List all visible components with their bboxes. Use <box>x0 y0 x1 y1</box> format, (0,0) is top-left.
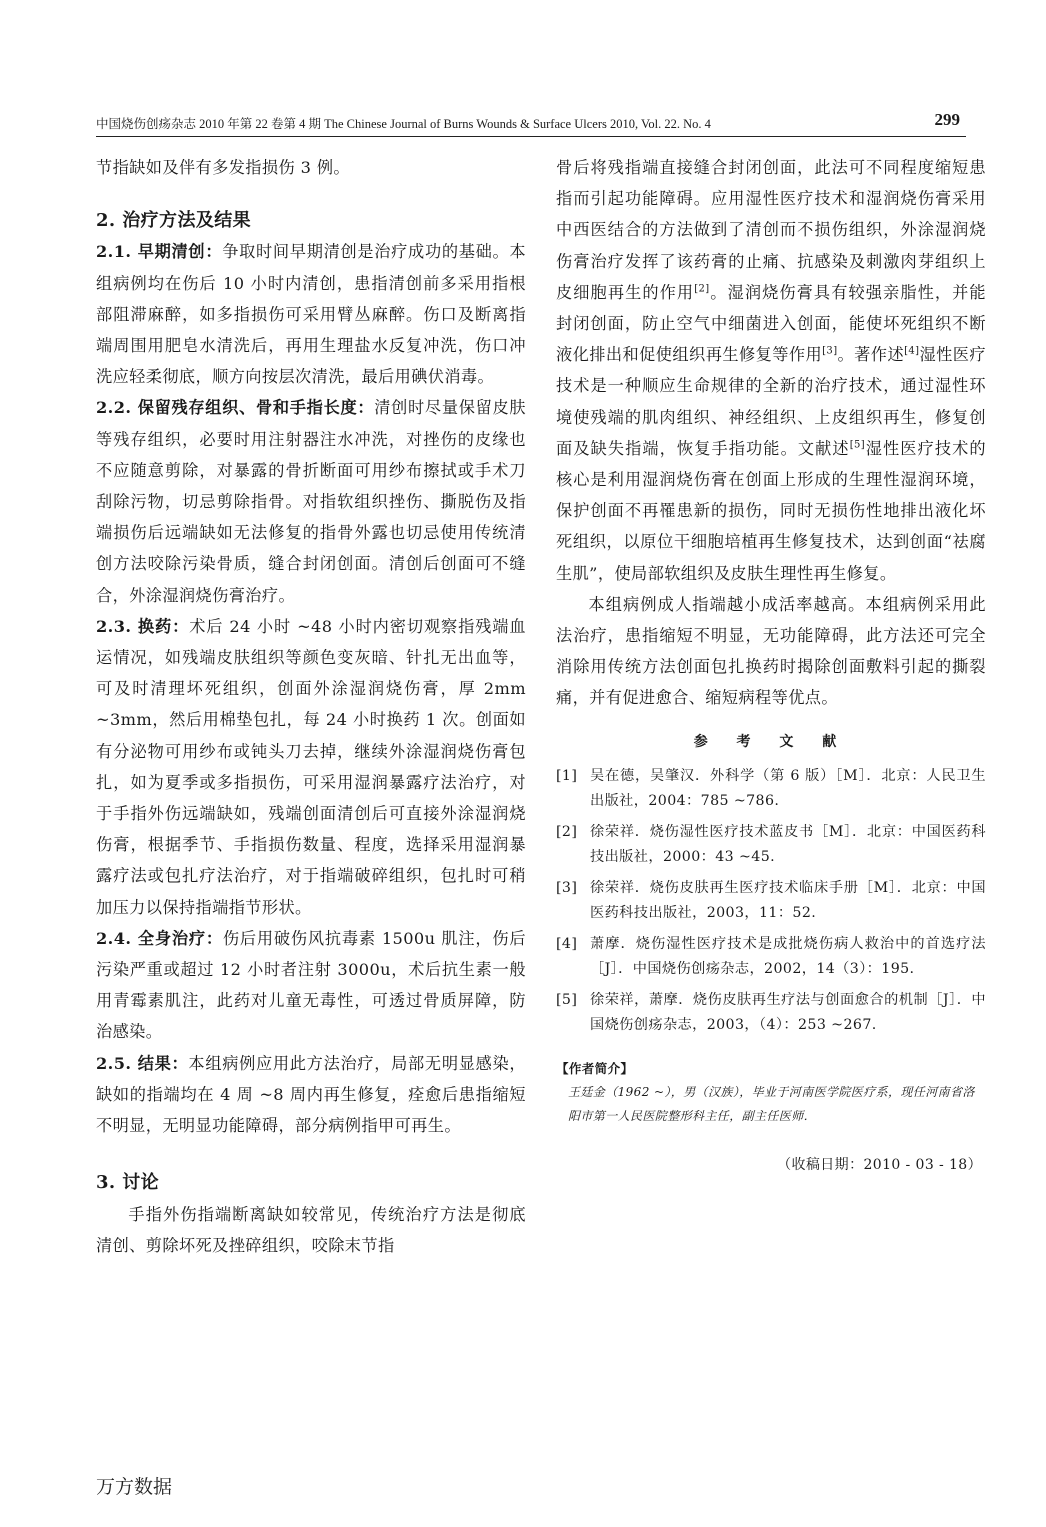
subsection-text: 争取时间早期清创是治疗成功的基础。本组病例均在伤后 10 小时内清创，患指清创前多采用指根部阻滞麻醉，如多指损伤可采用臂丛麻醉。伤口及断离指端周围用肥皂水清洗后，再用生理盐水反复冲洗，伤口冲洗应轻柔彻底，顺方向按层次清洗，最后用碘伏消毒。 <box>96 242 527 387</box>
received-date: （收稿日期：2010 - 03 - 18） <box>777 1156 982 1173</box>
left-column <box>96 152 526 1261</box>
subsection-title: 2.4. 全身治疗： <box>96 928 223 948</box>
section-heading-methods: 2. 治疗方法及结果 <box>96 210 252 232</box>
author-info-label: 【作者简介】 <box>556 1060 634 1076</box>
references-heading: 参 考 文 献 <box>693 733 849 750</box>
subsection-2-5 <box>96 1048 526 1142</box>
subsection-text: 伤后用破伤风抗毒素 1500u 肌注，伤后污染严重或超过 12 小时者注射 3000u，术后抗生素一般用青霉素肌注，此药对儿童无毒性，可透过骨质屏障，防治感染。 <box>96 928 527 1042</box>
reference-item: [2] 徐荣祥．烧伤湿性医疗技术蓝皮书［M］．北京：中国医药科技出版社，2000：43 ~45. <box>556 823 986 865</box>
reference-item: [4] 萧摩．烧伤湿性医疗技术是成批烧伤病人救治中的首选疗法［J］．中国烧伤创疡杂志，2002，14（3）：195. <box>556 935 986 977</box>
paragraph-continued: 节指缺如及伴有多发指损伤 3 例。 <box>96 158 351 177</box>
discussion-paragraph: 手指外伤指端断离缺如较常见，传统治疗方法是彻底清创、剪除坏死及挫碎组织，咬除末节指 <box>96 1204 526 1255</box>
citation-2: [2] <box>694 283 710 295</box>
reference-item: [1] 吴在德，吴肇汉．外科学（第 6 版）［M］．北京：人民卫生出版社，2004：785 ~786. <box>556 767 986 809</box>
author-bio: 王廷金（1962 ~），男（汉族），毕业于河南医学院医疗系，现任河南省洛阳市第一人民医院整形科主任，副主任医师． <box>568 1084 975 1123</box>
subsection-text: 本组病例应用此方法治疗，局部无明显感染，缺如的指端均在 4 周 ~8 周内再生修复，痊愈后患指缩短不明显，无明显功能障碍，部分病例指甲可再生。 <box>96 1053 526 1136</box>
subsection-title: 2.1. 早期清创： <box>96 242 223 262</box>
subsection-2-4 <box>96 923 526 1048</box>
subsection-2-1 <box>96 236 526 392</box>
conclusion-paragraph: 本组病例成人指端越小成活率越高。本组病例采用此法治疗，患指缩短不明显，无功能障碍，此方法还可完全消除用传统方法创面包扎换药时揭除创面敷料引起的撕裂痛，并有促进愈合、缩短病程等优点。 <box>556 594 986 708</box>
citation-5: [5] <box>849 439 866 451</box>
running-header <box>96 112 966 137</box>
right-column <box>556 152 986 1181</box>
section-heading-discussion: 3. 讨论 <box>96 1172 160 1194</box>
reference-item: [5] 徐荣祥，萧摩．烧伤皮肤再生疗法与创面愈合的机制［J］．中国烧伤创疡杂志，2003，（4）：253 ~267. <box>556 991 986 1033</box>
reference-list <box>556 764 986 1038</box>
subsection-2-2 <box>96 392 526 610</box>
journal-header: 中国烧伤创疡杂志 2010 年第 22 卷第 4 期 The Chinese Journal of Burns Wounds & Surface Ulcers 2010, Vol. 22. No. 4 <box>96 117 711 131</box>
subsection-title: 2.5. 结果： <box>96 1053 189 1073</box>
subsection-title: 2.3. 换药： <box>96 616 190 636</box>
wanfang-logo: 万方数据 <box>96 1476 173 1498</box>
citation-4: [4] <box>904 345 920 357</box>
discussion-paragraph-continued: 骨后将残指端直接缝合封闭创面，此法可不同程度缩短患指而引起功能障碍。应用湿性医疗技术和湿润烧伤膏采用中西医结合的方法做到了清创而不损伤组织，外涂湿润烧伤膏治疗发挥了该药膏的止痛、抗感染及刺激肉芽组织上皮细胞再生的作用[2]。湿润烧伤膏具有较强亲脂性，并能封闭创面，防止空气中细菌进入创面，能使坏死组织不断液化排出和促使组织再生修复等作用[3]。著作述[4]湿性医疗技术是一种顺应生命规律的全新的治疗技术，通过湿性环境使残端的肌肉组织、神经组织、上皮组织再生，修复创面及缺失指端，恢复手指功能。文献述[5]湿性医疗技术的核心是利用湿润烧伤膏在创面上形成的生理性湿润环境，保护创面不再罹患新的损伤，同时无损伤性地排出液化坏死组织，以原位干细胞培植再生修复技术，达到创面“祛腐生肌”，使局部软组织及皮肤生理性再生修复。 <box>556 158 987 583</box>
reference-item: [3] 徐荣祥．烧伤皮肤再生医疗技术临床手册［M］．北京：中国医药科技出版社，2003，11：52. <box>556 879 986 921</box>
page-number: 299 <box>934 110 960 129</box>
subsection-2-3 <box>96 611 526 923</box>
citation-3: [3] <box>822 345 838 357</box>
subsection-text: 清创时尽量保留皮肤等残存组织，必要时用注射器注水冲洗，对挫伤的皮缘也不应随意剪除，对暴露的骨折断面可用纱布擦拭或手术刀刮除污物，切忌剪除指骨。对指软组织挫伤、撕脱伤及指端损伤后远端缺如无法修复的指骨外露也切忌使用传统清创方法咬除污染骨质，缝合封闭创面。清创后创面可不缝合，外涂湿润烧伤膏治疗。 <box>96 398 526 605</box>
subsection-text: 术后 24 小时 ~48 小时内密切观察指残端血运情况，如残端皮肤组织等颜色变灰暗、针扎无出血等，可及时清理坏死组织，创面外涂湿润烧伤膏，厚 2mm ~3mm，然后用棉垫包扎，每 24 小时换药 1 次。创面如有分泌物可用纱布或钝头刀去掉，继续外涂湿润烧伤膏包扎，如为夏季或多指损伤，可采用湿润暴露疗法治疗，对于手指外伤远端缺如，残端创面清创后可直接外涂湿润烧伤膏，根据季节、手指损伤数量、程度，选择采用湿润暴露疗法或包扎疗法治疗，对于指端破碎组织，包扎时可稍加压力以保持指端指节形状。 <box>96 616 526 917</box>
subsection-title: 2.2. 保留残存组织、骨和手指长度： <box>96 398 375 418</box>
